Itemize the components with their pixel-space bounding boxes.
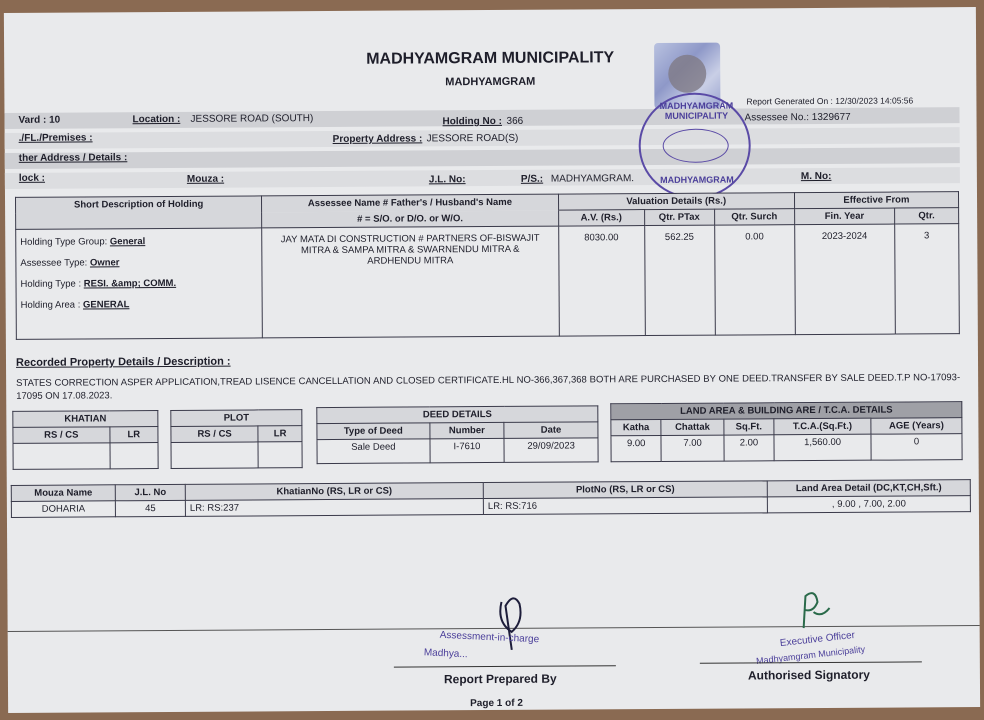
other-address: ther Address / Details : xyxy=(18,152,128,164)
col-effective: Effective From xyxy=(794,192,958,209)
ps-value: MADHYAMGRAM. xyxy=(550,173,635,185)
recorded-heading: Recorded Property Details / Description : xyxy=(15,355,231,369)
khatian-title: KHATIAN xyxy=(13,411,158,428)
qtr-ptax-value: 562.25 xyxy=(644,225,715,335)
preparer-stamp-line2: Madhya... xyxy=(423,647,468,661)
deed-title: DEED DETAILS xyxy=(317,406,598,424)
deed-number-value: I-7610 xyxy=(430,438,505,462)
mouza-land-area-label: Land Area Detail (DC,KT,CH,Sft.) xyxy=(767,480,970,497)
plot-rs-cs-value xyxy=(171,442,258,469)
document-subtitle: MADHYAMGRAM xyxy=(445,75,536,89)
authoriser-line xyxy=(700,661,922,663)
authoriser-stamp-line2: Madhyamgram Municipality xyxy=(755,644,866,667)
seal-text-top: MADHYAMGRAM MUNICIPALITY xyxy=(659,100,734,121)
mouza-plot-value: LR: RS:716 xyxy=(483,497,767,515)
deed-number-label: Number xyxy=(430,422,505,438)
mouza-jl-no-label: J.L. No xyxy=(115,484,185,500)
holding-type-label: Holding Type : xyxy=(20,278,82,290)
location-label: Location : xyxy=(132,113,181,126)
deed-type-label: Type of Deed xyxy=(317,423,430,440)
info-row-3 xyxy=(5,147,960,169)
document-title: MADHYAMGRAM MUNICIPALITY xyxy=(366,49,615,68)
col-valuation: Valuation Details (Rs.) xyxy=(558,193,794,210)
katha-value: 9.00 xyxy=(611,435,662,461)
recorded-text: STATES CORRECTION ASPER APPLICATION,TREAD LISENCE CANCELLATION AND CLOSED CERTIFICATE.HL NO-366,367,368 BOTH ARE PURCHASED BY ONE DEED.TRANSFER BY SALE DEED.T.P NO-17093-17095 ON 17.08.2023. xyxy=(16,372,961,402)
report-generated: Report Generated On : 12/30/2023 14:05:56 xyxy=(746,95,914,107)
report-prepared-by: Report Prepared By xyxy=(443,671,557,687)
holding-table xyxy=(15,191,960,340)
preparer-stamp-line1: Assessment-in-charge xyxy=(439,629,540,646)
holding-area-label: Holding Area : xyxy=(20,299,81,311)
tca-value: 1,560.00 xyxy=(774,434,871,461)
col-qtr-surch: Qtr. Surch xyxy=(714,209,794,225)
chattak-value: 7.00 xyxy=(661,435,724,461)
authoriser-stamp-line1: Executive Officer xyxy=(779,629,856,650)
mouza-name-value: DOHARIA xyxy=(11,501,115,518)
assessee-name: JAY MATA DI CONSTRUCTION # PARTNERS OF-BISWAJIT MITRA & SAMPA MITRA & SWARNENDU MITRA & ARDHENDU MITRA xyxy=(262,226,559,338)
av-value: 8030.00 xyxy=(558,226,645,337)
short-desc-cell xyxy=(16,228,263,340)
deed-table xyxy=(316,405,598,464)
assessee-no: Assessee No.: 1329677 xyxy=(744,111,851,124)
document-page xyxy=(4,7,980,713)
fin-year-value: 2023-2024 xyxy=(794,224,895,335)
col-av: A.V. (Rs.) xyxy=(558,210,644,227)
plot-title: PLOT xyxy=(171,410,302,427)
flat-premises: ./FL./Premises : xyxy=(18,132,93,144)
holding-no-label: Holding No : xyxy=(442,115,503,128)
holding-type-value: RESI. &amp; COMM. xyxy=(83,277,177,290)
katha-label: Katha xyxy=(611,419,661,435)
holding-no-value: 366 xyxy=(506,115,524,127)
age-value: 0 xyxy=(871,434,962,461)
mouza-plot-label: PlotNo (RS, LR or CS) xyxy=(483,481,767,499)
deed-date-label: Date xyxy=(504,422,598,439)
land-area-table xyxy=(610,401,962,462)
khatian-rs-cs: RS / CS xyxy=(13,427,110,444)
authorised-signatory: Authorised Signatory xyxy=(747,667,870,683)
mouza-jl-no-value: 45 xyxy=(115,500,185,516)
land-title: LAND AREA & BUILDING ARE / T.C.A. DETAILS xyxy=(611,402,962,420)
col-qtr-ptax: Qtr. PTax xyxy=(644,209,714,225)
assessee-type-value: Owner xyxy=(89,257,120,269)
municipality-seal xyxy=(638,92,751,199)
jl-no-label: J.L. No: xyxy=(428,174,466,186)
qtr-value: 3 xyxy=(895,224,960,334)
age-label: AGE (Years) xyxy=(871,418,962,435)
khatian-table xyxy=(12,410,158,470)
col-assessee: Assessee Name # Father's / Husband's Name xyxy=(262,194,558,212)
chattak-label: Chattak xyxy=(661,419,723,435)
mouza-name-label: Mouza Name xyxy=(11,485,115,502)
col-assessee-sub: # = S/O. or D/O. or W/O. xyxy=(262,210,558,228)
col-qtr: Qtr. xyxy=(894,208,958,224)
page-number: Page 1 of 2 xyxy=(470,697,523,710)
preparer-line xyxy=(394,665,616,667)
mouza-khatian-value: LR: RS:237 xyxy=(185,499,483,517)
khatian-rs-cs-value xyxy=(13,443,110,470)
holding-type-group-value: General xyxy=(109,236,146,248)
khatian-lr-value xyxy=(110,443,159,469)
sqft-label: Sq.Ft. xyxy=(724,419,774,435)
plot-rs-cs: RS / CS xyxy=(171,426,258,443)
holding-type-group-label: Holding Type Group: xyxy=(20,236,108,248)
m-no-label: M. No: xyxy=(800,170,832,183)
mouza-khatian-label: KhatianNo (RS, LR or CS) xyxy=(185,483,483,501)
seal-text-bottom: MADHYAMGRAM xyxy=(660,174,734,185)
property-address-value: JESSORE ROAD(S) xyxy=(426,132,519,145)
qtr-surch-value: 0.00 xyxy=(714,225,795,335)
authoriser-signature xyxy=(795,588,835,638)
assessee-type-label: Assessee Type: xyxy=(20,257,88,269)
deed-date-value: 29/09/2023 xyxy=(504,438,598,463)
holding-area-value: GENERAL xyxy=(82,299,130,311)
tca-label: T.C.A.(Sq.Ft.) xyxy=(774,418,871,435)
plot-table xyxy=(170,409,302,469)
col-short-desc: Short Description of Holding xyxy=(15,196,261,230)
location-value: JESSORE ROAD (SOUTH) xyxy=(190,113,314,125)
mouza-table xyxy=(11,479,971,518)
ps-label: P/S.: xyxy=(520,173,544,185)
ward: Vard : 10 xyxy=(18,114,61,126)
mouza-label: Mouza : xyxy=(186,173,225,185)
mouza-land-area-value: , 9.00 , 7.00, 2.00 xyxy=(767,496,970,513)
khatian-lr: LR xyxy=(110,427,158,443)
sqft-value: 2.00 xyxy=(724,435,775,461)
block: lock : xyxy=(18,172,46,184)
col-fin-year: Fin. Year xyxy=(794,208,894,225)
plot-lr-value xyxy=(258,442,302,468)
property-address-label: Property Address : xyxy=(332,133,423,145)
deed-type-value: Sale Deed xyxy=(317,439,430,464)
plot-lr: LR xyxy=(258,426,302,442)
